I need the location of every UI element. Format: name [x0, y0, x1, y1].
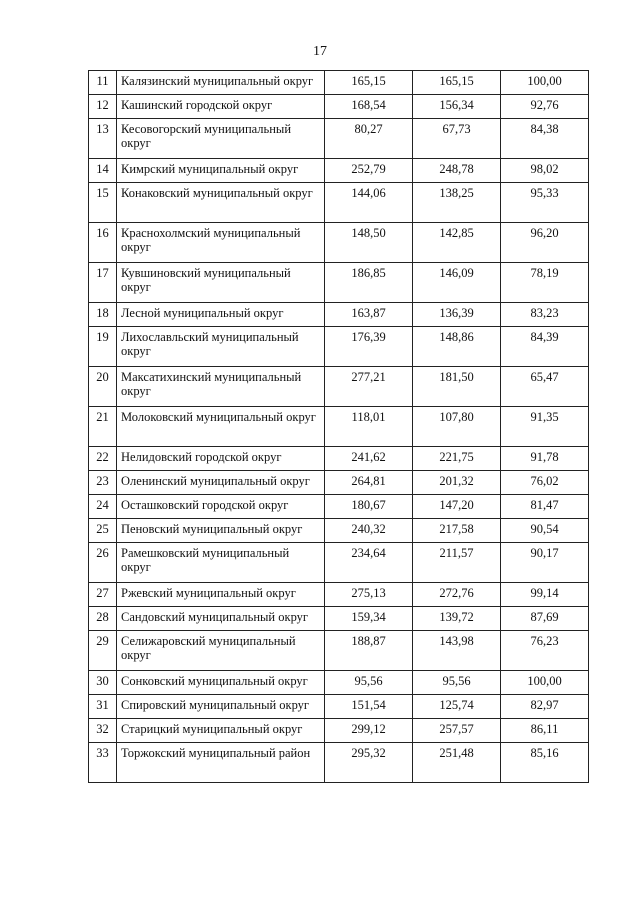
- value-2: 181,50: [413, 367, 501, 407]
- value-3: 84,38: [501, 119, 589, 159]
- value-3: 96,20: [501, 223, 589, 263]
- value-3: 95,33: [501, 183, 589, 223]
- municipality-name: Максатихинский муниципальный округ: [117, 367, 325, 407]
- table-row: [89, 223, 589, 263]
- value-1: 159,34: [325, 607, 413, 631]
- municipality-name: Ржевский муниципальный округ: [117, 583, 325, 607]
- table-row: [89, 407, 589, 447]
- value-3: 65,47: [501, 367, 589, 407]
- municipality-name: Пеновский муниципальный округ: [117, 519, 325, 543]
- value-1: 264,81: [325, 471, 413, 495]
- municipality-name: Калязинский муниципальный округ: [117, 71, 325, 95]
- value-3: 91,78: [501, 447, 589, 471]
- municipality-name: Конаковский муниципальный округ: [117, 183, 325, 223]
- value-2: 251,48: [413, 743, 501, 783]
- table-body: [89, 71, 589, 783]
- value-3: 92,76: [501, 95, 589, 119]
- value-1: 240,32: [325, 519, 413, 543]
- value-1: 80,27: [325, 119, 413, 159]
- value-2: 156,34: [413, 95, 501, 119]
- value-3: 83,23: [501, 303, 589, 327]
- value-3: 91,35: [501, 407, 589, 447]
- value-2: 257,57: [413, 719, 501, 743]
- table-row: [89, 71, 589, 95]
- value-1: 186,85: [325, 263, 413, 303]
- value-3: 100,00: [501, 671, 589, 695]
- municipality-name: Кимрский муниципальный округ: [117, 159, 325, 183]
- row-number: 29: [89, 631, 117, 671]
- municipality-name: Рамешковский муниципальный округ: [117, 543, 325, 583]
- value-1: 180,67: [325, 495, 413, 519]
- row-number: 32: [89, 719, 117, 743]
- row-number: 33: [89, 743, 117, 783]
- row-number: 11: [89, 71, 117, 95]
- value-1: 165,15: [325, 71, 413, 95]
- page-number: 17: [313, 44, 327, 59]
- value-2: 221,75: [413, 447, 501, 471]
- value-3: 81,47: [501, 495, 589, 519]
- value-3: 86,11: [501, 719, 589, 743]
- value-1: 234,64: [325, 543, 413, 583]
- value-3: 99,14: [501, 583, 589, 607]
- row-number: 22: [89, 447, 117, 471]
- table-row: [89, 543, 589, 583]
- value-1: 295,32: [325, 743, 413, 783]
- municipality-name: Оленинский муниципальный округ: [117, 471, 325, 495]
- table-row: [89, 183, 589, 223]
- value-2: 147,20: [413, 495, 501, 519]
- value-1: 299,12: [325, 719, 413, 743]
- value-2: 272,76: [413, 583, 501, 607]
- value-1: 275,13: [325, 583, 413, 607]
- table-row: [89, 631, 589, 671]
- table-row: [89, 495, 589, 519]
- row-number: 27: [89, 583, 117, 607]
- value-1: 176,39: [325, 327, 413, 367]
- value-2: 217,58: [413, 519, 501, 543]
- table-row: [89, 671, 589, 695]
- table-row: [89, 695, 589, 719]
- value-3: 85,16: [501, 743, 589, 783]
- municipality-name: Спировский муниципальный округ: [117, 695, 325, 719]
- value-2: 67,73: [413, 119, 501, 159]
- table-row: [89, 159, 589, 183]
- value-3: 87,69: [501, 607, 589, 631]
- value-2: 201,32: [413, 471, 501, 495]
- row-number: 19: [89, 327, 117, 367]
- table-row: [89, 519, 589, 543]
- value-1: 163,87: [325, 303, 413, 327]
- value-2: 146,09: [413, 263, 501, 303]
- value-1: 148,50: [325, 223, 413, 263]
- row-number: 23: [89, 471, 117, 495]
- municipality-name: Осташковский городской округ: [117, 495, 325, 519]
- row-number: 25: [89, 519, 117, 543]
- row-number: 21: [89, 407, 117, 447]
- value-2: 143,98: [413, 631, 501, 671]
- value-2: 139,72: [413, 607, 501, 631]
- municipality-name: Кесовогорский муниципальный округ: [117, 119, 325, 159]
- value-1: 188,87: [325, 631, 413, 671]
- municipality-name: Торжокский муниципальный район: [117, 743, 325, 783]
- value-3: 84,39: [501, 327, 589, 367]
- table-row: [89, 743, 589, 783]
- value-1: 151,54: [325, 695, 413, 719]
- row-number: 31: [89, 695, 117, 719]
- value-2: 148,86: [413, 327, 501, 367]
- value-1: 118,01: [325, 407, 413, 447]
- table-row: [89, 367, 589, 407]
- value-2: 95,56: [413, 671, 501, 695]
- row-number: 26: [89, 543, 117, 583]
- municipality-name: Кашинский городской округ: [117, 95, 325, 119]
- table-row: [89, 607, 589, 631]
- row-number: 28: [89, 607, 117, 631]
- table-row: [89, 95, 589, 119]
- row-number: 30: [89, 671, 117, 695]
- municipality-name: Сандовский муниципальный округ: [117, 607, 325, 631]
- row-number: 18: [89, 303, 117, 327]
- value-3: 78,19: [501, 263, 589, 303]
- table-row: [89, 263, 589, 303]
- value-2: 248,78: [413, 159, 501, 183]
- value-3: 98,02: [501, 159, 589, 183]
- value-2: 165,15: [413, 71, 501, 95]
- row-number: 12: [89, 95, 117, 119]
- value-3: 82,97: [501, 695, 589, 719]
- table-row: [89, 119, 589, 159]
- value-2: 138,25: [413, 183, 501, 223]
- row-number: 16: [89, 223, 117, 263]
- municipality-name: Лесной муниципальный округ: [117, 303, 325, 327]
- municipality-name: Старицкий муниципальный округ: [117, 719, 325, 743]
- data-table: [88, 70, 589, 783]
- row-number: 15: [89, 183, 117, 223]
- value-3: 90,17: [501, 543, 589, 583]
- municipality-name: Нелидовский городской округ: [117, 447, 325, 471]
- municipality-name: Молоковский муниципальный округ: [117, 407, 325, 447]
- row-number: 17: [89, 263, 117, 303]
- table-row: [89, 583, 589, 607]
- value-1: 277,21: [325, 367, 413, 407]
- value-1: 168,54: [325, 95, 413, 119]
- row-number: 13: [89, 119, 117, 159]
- value-2: 142,85: [413, 223, 501, 263]
- table-row: [89, 719, 589, 743]
- value-1: 252,79: [325, 159, 413, 183]
- value-1: 241,62: [325, 447, 413, 471]
- value-1: 95,56: [325, 671, 413, 695]
- value-3: 100,00: [501, 71, 589, 95]
- row-number: 14: [89, 159, 117, 183]
- value-3: 76,23: [501, 631, 589, 671]
- value-2: 125,74: [413, 695, 501, 719]
- municipality-name: Лихославльский муниципальный округ: [117, 327, 325, 367]
- table-row: [89, 447, 589, 471]
- table-row: [89, 327, 589, 367]
- municipality-name: Селижаровский муниципальный округ: [117, 631, 325, 671]
- table-row: [89, 303, 589, 327]
- municipality-name: Кувшиновский муниципальный округ: [117, 263, 325, 303]
- value-2: 136,39: [413, 303, 501, 327]
- municipality-name: Сонковский муниципальный округ: [117, 671, 325, 695]
- table-row: [89, 471, 589, 495]
- value-1: 144,06: [325, 183, 413, 223]
- row-number: 24: [89, 495, 117, 519]
- value-2: 211,57: [413, 543, 501, 583]
- value-2: 107,80: [413, 407, 501, 447]
- value-3: 76,02: [501, 471, 589, 495]
- row-number: 20: [89, 367, 117, 407]
- value-3: 90,54: [501, 519, 589, 543]
- municipality-name: Краснохолмский муниципальный округ: [117, 223, 325, 263]
